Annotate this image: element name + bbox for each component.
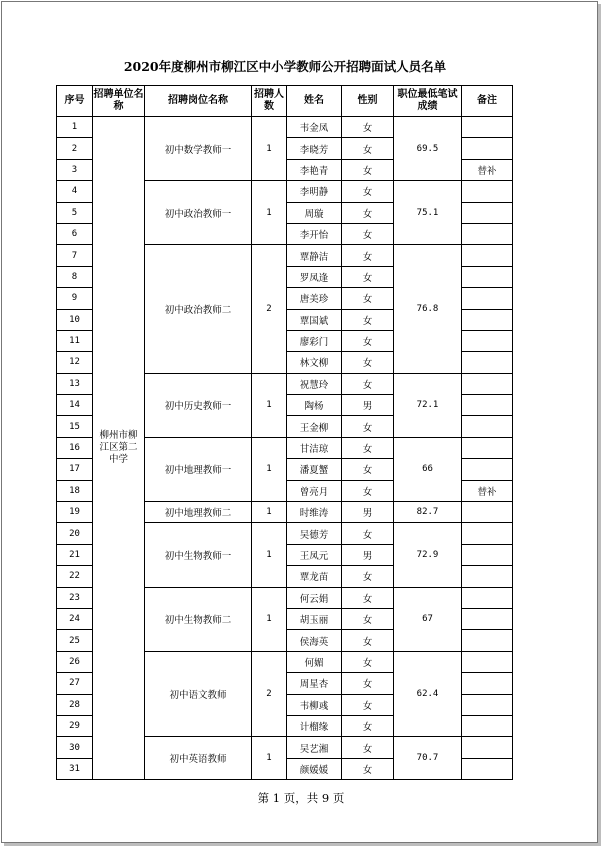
name-cell: 韦金凤 bbox=[287, 117, 342, 138]
seq-cell: 26 bbox=[57, 651, 93, 672]
header-position: 招聘岗位名称 bbox=[145, 86, 252, 117]
remark-cell bbox=[462, 117, 513, 138]
gender-cell: 女 bbox=[342, 181, 394, 202]
remark-cell bbox=[462, 630, 513, 651]
seq-cell: 7 bbox=[57, 245, 93, 266]
gender-cell: 女 bbox=[342, 202, 394, 223]
name-cell: 周星杏 bbox=[287, 673, 342, 694]
seq-cell: 28 bbox=[57, 694, 93, 715]
seq-cell: 16 bbox=[57, 437, 93, 458]
name-cell: 计榴缘 bbox=[287, 715, 342, 736]
seq-cell: 14 bbox=[57, 395, 93, 416]
name-cell: 陶杨 bbox=[287, 395, 342, 416]
page-footer: 第 1 页，共 9 页 bbox=[257, 791, 345, 805]
quota-cell: 1 bbox=[252, 737, 287, 780]
position-cell: 初中历史教师一 bbox=[145, 373, 252, 437]
seq-cell: 10 bbox=[57, 309, 93, 330]
position-cell: 初中生物教师二 bbox=[145, 587, 252, 651]
quota-cell: 1 bbox=[252, 373, 287, 437]
seq-cell: 15 bbox=[57, 416, 93, 437]
remark-cell bbox=[462, 459, 513, 480]
name-cell: 李艳青 bbox=[287, 159, 342, 180]
name-cell: 何媚 bbox=[287, 651, 342, 672]
remark-cell bbox=[462, 138, 513, 159]
remark-cell bbox=[462, 608, 513, 629]
gender-cell: 女 bbox=[342, 608, 394, 629]
name-cell: 吴艺湘 bbox=[287, 737, 342, 758]
position-cell: 初中英语教师 bbox=[145, 737, 252, 780]
min-score-cell: 70.7 bbox=[394, 737, 462, 780]
table-row bbox=[57, 117, 513, 138]
gender-cell: 女 bbox=[342, 352, 394, 373]
name-cell: 王金柳 bbox=[287, 416, 342, 437]
position-cell: 初中政治教师一 bbox=[145, 181, 252, 245]
name-cell: 覃静洁 bbox=[287, 245, 342, 266]
seq-cell: 25 bbox=[57, 630, 93, 651]
gender-cell: 女 bbox=[342, 587, 394, 608]
remark-cell bbox=[462, 523, 513, 544]
gender-cell: 女 bbox=[342, 694, 394, 715]
name-cell: 罗凤逢 bbox=[287, 266, 342, 287]
name-cell: 何云娟 bbox=[287, 587, 342, 608]
gender-cell: 女 bbox=[342, 737, 394, 758]
remark-cell bbox=[462, 502, 513, 523]
remark-cell: 替补 bbox=[462, 480, 513, 501]
name-cell: 韦柳彧 bbox=[287, 694, 342, 715]
name-cell: 李开怡 bbox=[287, 223, 342, 244]
gender-cell: 女 bbox=[342, 159, 394, 180]
name-cell: 胡玉丽 bbox=[287, 608, 342, 629]
gender-cell: 女 bbox=[342, 223, 394, 244]
remark-cell bbox=[462, 288, 513, 309]
remark-cell bbox=[462, 651, 513, 672]
quota-cell: 2 bbox=[252, 245, 287, 373]
remark-cell bbox=[462, 181, 513, 202]
name-cell: 潘夏蟹 bbox=[287, 459, 342, 480]
seq-cell: 8 bbox=[57, 266, 93, 287]
position-cell: 初中地理教师二 bbox=[145, 502, 252, 523]
min-score-cell: 69.5 bbox=[394, 117, 462, 181]
gender-cell: 女 bbox=[342, 330, 394, 351]
remark-cell bbox=[462, 587, 513, 608]
remark-cell bbox=[462, 352, 513, 373]
gender-cell: 男 bbox=[342, 502, 394, 523]
seq-cell: 19 bbox=[57, 502, 93, 523]
remark-cell bbox=[462, 737, 513, 758]
position-cell: 初中生物教师一 bbox=[145, 523, 252, 587]
name-cell: 侯海英 bbox=[287, 630, 342, 651]
name-cell: 周璇 bbox=[287, 202, 342, 223]
candidate-table bbox=[56, 85, 513, 780]
name-cell: 时维涛 bbox=[287, 502, 342, 523]
page-title: 2020年度柳州市柳江区中小学教师公开招聘面试人员名单 bbox=[123, 59, 447, 74]
name-cell: 祝慧玲 bbox=[287, 373, 342, 394]
quota-cell: 1 bbox=[252, 523, 287, 587]
position-cell: 初中地理教师一 bbox=[145, 437, 252, 501]
seq-cell: 27 bbox=[57, 673, 93, 694]
min-score-cell: 62.4 bbox=[394, 651, 462, 737]
remark-cell bbox=[462, 437, 513, 458]
gender-cell: 女 bbox=[342, 480, 394, 501]
min-score-cell: 66 bbox=[394, 437, 462, 501]
remark-cell: 替补 bbox=[462, 159, 513, 180]
gender-cell: 女 bbox=[342, 437, 394, 458]
seq-cell: 11 bbox=[57, 330, 93, 351]
seq-cell: 5 bbox=[57, 202, 93, 223]
gender-cell: 女 bbox=[342, 288, 394, 309]
min-score-cell: 82.7 bbox=[394, 502, 462, 523]
min-score-cell: 76.8 bbox=[394, 245, 462, 373]
gender-cell: 男 bbox=[342, 544, 394, 565]
min-score-cell: 67 bbox=[394, 587, 462, 651]
quota-cell: 1 bbox=[252, 587, 287, 651]
seq-cell: 29 bbox=[57, 715, 93, 736]
remark-cell bbox=[462, 566, 513, 587]
seq-cell: 13 bbox=[57, 373, 93, 394]
gender-cell: 女 bbox=[342, 715, 394, 736]
remark-cell bbox=[462, 309, 513, 330]
remark-cell bbox=[462, 266, 513, 287]
seq-cell: 30 bbox=[57, 737, 93, 758]
seq-cell: 23 bbox=[57, 587, 93, 608]
remark-cell bbox=[462, 223, 513, 244]
header-unit: 招聘单位名称 bbox=[93, 86, 145, 117]
gender-cell: 女 bbox=[342, 630, 394, 651]
gender-cell: 女 bbox=[342, 459, 394, 480]
remark-cell bbox=[462, 673, 513, 694]
remark-cell bbox=[462, 202, 513, 223]
min-score-cell: 75.1 bbox=[394, 181, 462, 245]
name-cell: 曾亮月 bbox=[287, 480, 342, 501]
remark-cell bbox=[462, 715, 513, 736]
gender-cell: 女 bbox=[342, 266, 394, 287]
seq-cell: 9 bbox=[57, 288, 93, 309]
remark-cell bbox=[462, 416, 513, 437]
name-cell: 覃国斌 bbox=[287, 309, 342, 330]
remark-cell bbox=[462, 373, 513, 394]
name-cell: 甘洁琼 bbox=[287, 437, 342, 458]
seq-cell: 21 bbox=[57, 544, 93, 565]
seq-cell: 2 bbox=[57, 138, 93, 159]
seq-cell: 22 bbox=[57, 566, 93, 587]
gender-cell: 女 bbox=[342, 758, 394, 779]
gender-cell: 女 bbox=[342, 373, 394, 394]
header-seq: 序号 bbox=[57, 86, 93, 117]
name-cell: 廖彩门 bbox=[287, 330, 342, 351]
position-cell: 初中语文教师 bbox=[145, 651, 252, 737]
seq-cell: 20 bbox=[57, 523, 93, 544]
quota-cell: 1 bbox=[252, 437, 287, 501]
unit-cell: 柳州市柳江区第二中学 bbox=[93, 117, 145, 780]
header-remark: 备注 bbox=[462, 86, 513, 117]
name-cell: 颜媛媛 bbox=[287, 758, 342, 779]
header-row bbox=[57, 86, 513, 117]
remark-cell bbox=[462, 245, 513, 266]
seq-cell: 1 bbox=[57, 117, 93, 138]
name-cell: 李晓芳 bbox=[287, 138, 342, 159]
gender-cell: 女 bbox=[342, 416, 394, 437]
seq-cell: 17 bbox=[57, 459, 93, 480]
gender-cell: 女 bbox=[342, 651, 394, 672]
remark-cell bbox=[462, 758, 513, 779]
remark-cell bbox=[462, 330, 513, 351]
min-score-cell: 72.9 bbox=[394, 523, 462, 587]
name-cell: 唐美珍 bbox=[287, 288, 342, 309]
min-score-cell: 72.1 bbox=[394, 373, 462, 437]
name-cell: 吴德芳 bbox=[287, 523, 342, 544]
position-cell: 初中政治教师二 bbox=[145, 245, 252, 373]
quota-cell: 2 bbox=[252, 651, 287, 737]
remark-cell bbox=[462, 544, 513, 565]
seq-cell: 18 bbox=[57, 480, 93, 501]
name-cell: 王凤元 bbox=[287, 544, 342, 565]
seq-cell: 6 bbox=[57, 223, 93, 244]
position-cell: 初中数学教师一 bbox=[145, 117, 252, 181]
seq-cell: 24 bbox=[57, 608, 93, 629]
gender-cell: 女 bbox=[342, 673, 394, 694]
header-name: 姓名 bbox=[287, 86, 342, 117]
name-cell: 覃龙苗 bbox=[287, 566, 342, 587]
header-quota: 招聘人数 bbox=[252, 86, 287, 117]
gender-cell: 女 bbox=[342, 138, 394, 159]
seq-cell: 3 bbox=[57, 159, 93, 180]
gender-cell: 女 bbox=[342, 117, 394, 138]
seq-cell: 31 bbox=[57, 758, 93, 779]
gender-cell: 女 bbox=[342, 566, 394, 587]
quota-cell: 1 bbox=[252, 117, 287, 181]
name-cell: 林文柳 bbox=[287, 352, 342, 373]
header-gender: 性别 bbox=[342, 86, 394, 117]
seq-cell: 4 bbox=[57, 181, 93, 202]
header-min-score: 职位最低笔试成绩 bbox=[394, 86, 462, 117]
remark-cell bbox=[462, 395, 513, 416]
remark-cell bbox=[462, 694, 513, 715]
gender-cell: 女 bbox=[342, 245, 394, 266]
gender-cell: 女 bbox=[342, 523, 394, 544]
name-cell: 李明静 bbox=[287, 181, 342, 202]
quota-cell: 1 bbox=[252, 502, 287, 523]
gender-cell: 男 bbox=[342, 395, 394, 416]
quota-cell: 1 bbox=[252, 181, 287, 245]
gender-cell: 女 bbox=[342, 309, 394, 330]
seq-cell: 12 bbox=[57, 352, 93, 373]
